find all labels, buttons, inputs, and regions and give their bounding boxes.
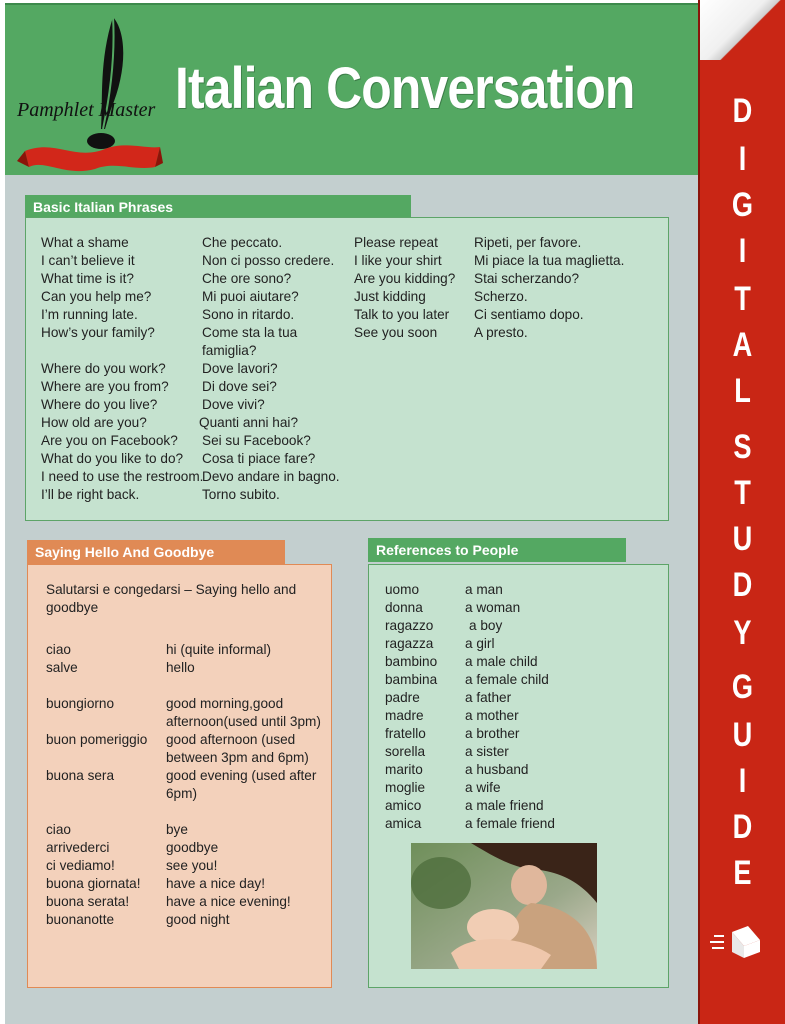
hello-english: have a nice day! — [166, 876, 265, 891]
spine-letter: S — [733, 428, 752, 466]
phrase-italian: Mi puoi aiutare? — [202, 289, 299, 304]
people-italian: amica — [385, 816, 422, 831]
spine-letter: I — [738, 140, 747, 178]
page — [5, 3, 698, 1024]
phrase-italian: Come sta la tua famiglia? — [202, 325, 298, 358]
phrase-english: How old are you? — [41, 415, 147, 430]
spine-letter: D — [732, 808, 753, 846]
hello-english: hello — [166, 660, 195, 675]
hello-english: have a nice evening! — [166, 894, 291, 909]
people-italian: madre — [385, 708, 424, 723]
page-curl — [700, 0, 785, 60]
people-english: a sister — [465, 744, 509, 759]
people-english: a mother — [465, 708, 519, 723]
logo-text: Pamphlet Master — [17, 99, 156, 121]
phrase-english: I’m running late. — [41, 307, 138, 322]
phrase-english: Where are you from? — [41, 379, 169, 394]
mother-and-baby-photo — [411, 843, 597, 969]
phrase-italian: Che ore sono? — [202, 271, 292, 286]
hello-english: hi (quite informal) — [166, 642, 272, 657]
phrase-english: How’s your family? — [41, 325, 155, 340]
basic-phrases-heading: Basic Italian Phrases — [25, 195, 411, 219]
phrase-english: Please repeat — [354, 235, 438, 250]
people-english: a girl — [465, 636, 495, 651]
people-italian: uomo — [385, 582, 420, 597]
hello-italian: buona sera — [46, 768, 115, 783]
spine-letter: L — [734, 372, 751, 410]
phrase-italian: Torno subito. — [202, 487, 280, 502]
phrase-italian: Che peccato. — [202, 235, 283, 250]
spine-letter: T — [734, 474, 751, 512]
phrase-italian: Sono in ritardo. — [202, 307, 295, 322]
hello-italian: salve — [46, 660, 78, 675]
hello-intro: Salutarsi e congedarsi – Saying hello and goodbye — [46, 582, 297, 615]
references-people-box — [368, 564, 669, 988]
hello-english: bye — [166, 822, 188, 837]
spine-letter: G — [731, 186, 754, 224]
phrase-italian: Dove lavori? — [202, 361, 278, 376]
header-banner — [5, 3, 698, 175]
hello-italian: buona serata! — [46, 894, 130, 909]
phrase-italian: Mi piace la tua maglietta. — [474, 253, 625, 268]
phrase-english: I need to use the restroom. — [41, 469, 204, 484]
people-english: a husband — [465, 762, 529, 777]
hello-english: good evening (used after 6pm) — [166, 768, 317, 801]
people-italian: fratello — [385, 726, 426, 741]
phrase-english: Where do you live? — [41, 397, 158, 412]
spine-letter: D — [732, 92, 753, 130]
phrase-english: Are you on Facebook? — [41, 433, 178, 448]
people-italian: bambina — [385, 672, 438, 687]
phrase-english: Are you kidding? — [354, 271, 456, 286]
spine-letter: G — [731, 668, 754, 706]
spine-letter: D — [732, 566, 753, 604]
phrase-italian: Ci sentiamo dopo. — [474, 307, 584, 322]
phrase-italian: Non ci posso credere. — [202, 253, 335, 268]
phrase-italian: Scherzo. — [474, 289, 528, 304]
people-english: a man — [465, 582, 503, 597]
phrase-italian: Sei su Facebook? — [202, 433, 311, 448]
spine-letter: I — [738, 762, 747, 800]
phrase-italian: Dove vivi? — [202, 397, 265, 412]
book-logo-icon — [708, 922, 764, 962]
phrase-italian: Stai scherzando? — [474, 271, 580, 286]
spine-letter: U — [732, 520, 753, 558]
phrase-english: I’ll be right back. — [41, 487, 140, 502]
phrase-english: Can you help me? — [41, 289, 152, 304]
people-italian: bambino — [385, 654, 438, 669]
hello-english: good afternoon (used between 3pm and 6pm) — [166, 732, 309, 765]
phrase-english: See you soon — [354, 325, 438, 340]
spine-letter: I — [738, 232, 747, 270]
spine-letter: U — [732, 716, 753, 754]
people-english: a female friend — [465, 816, 555, 831]
page-title: Italian Conversation — [175, 56, 635, 121]
hello-italian: buongiorno — [46, 696, 115, 711]
people-italian: amico — [385, 798, 422, 813]
spine-letter: Y — [733, 614, 752, 652]
people-italian: donna — [385, 600, 423, 615]
hello-goodbye-box — [27, 564, 332, 988]
people-english: a male friend — [465, 798, 544, 813]
phrase-italian: Devo andare in bagno. — [202, 469, 340, 484]
phrase-english: Just kidding — [354, 289, 426, 304]
phrase-italian: A presto. — [474, 325, 528, 340]
spine-letter: T — [734, 280, 751, 318]
people-english: a wife — [465, 780, 501, 795]
hello-italian: arrivederci — [46, 840, 110, 855]
phrase-english: I like your shirt — [354, 253, 442, 268]
basic-phrases-box — [25, 217, 669, 521]
references-people-heading: References to People — [368, 538, 626, 562]
hello-english: see you! — [166, 858, 218, 873]
digital-study-guide-spine — [698, 0, 785, 1024]
phrase-english: Where do you work? — [41, 361, 166, 376]
hello-italian: buonanotte — [46, 912, 115, 927]
phrase-english: What a shame — [41, 235, 129, 250]
hello-english: goodbye — [166, 840, 219, 855]
people-italian: ragazza — [385, 636, 434, 651]
people-english: a father — [465, 690, 512, 705]
people-english: a male child — [465, 654, 538, 669]
hello-italian: ciao — [46, 822, 71, 837]
phrase-italian: Quanti anni hai? — [199, 415, 299, 430]
hello-english: good night — [166, 912, 230, 927]
phrase-italian: Cosa ti piace fare? — [202, 451, 316, 466]
phrase-italian: Di dove sei? — [202, 379, 277, 394]
people-italian: marito — [385, 762, 423, 777]
hello-english: good morning,good afternoon(used until 3pm) — [166, 696, 321, 729]
pamphlet-master-logo — [15, 11, 163, 173]
quill-pen-icon — [15, 11, 163, 173]
people-italian: ragazzo — [385, 618, 434, 633]
phrase-english: What time is it? — [41, 271, 134, 286]
people-english: a brother — [465, 726, 520, 741]
spine-letter: E — [733, 854, 752, 892]
people-english: a boy — [469, 618, 503, 633]
people-english: a female child — [465, 672, 549, 687]
hello-italian: ci vediamo! — [46, 858, 115, 873]
hello-italian: buona giornata! — [46, 876, 141, 891]
hello-goodbye-heading: Saying Hello And Goodbye — [27, 540, 285, 564]
people-english: a woman — [465, 600, 521, 615]
phrase-italian: Ripeti, per favore. — [474, 235, 582, 250]
hello-italian: buon pomeriggio — [46, 732, 148, 747]
people-italian: padre — [385, 690, 420, 705]
spine-letter: A — [732, 326, 753, 364]
phrase-english: Talk to you later — [354, 307, 450, 322]
phrase-english: I can’t believe it — [41, 253, 135, 268]
phrase-english: What do you like to do? — [41, 451, 184, 466]
people-italian: moglie — [385, 780, 426, 795]
hello-italian: ciao — [46, 642, 71, 657]
people-italian: sorella — [385, 744, 426, 759]
